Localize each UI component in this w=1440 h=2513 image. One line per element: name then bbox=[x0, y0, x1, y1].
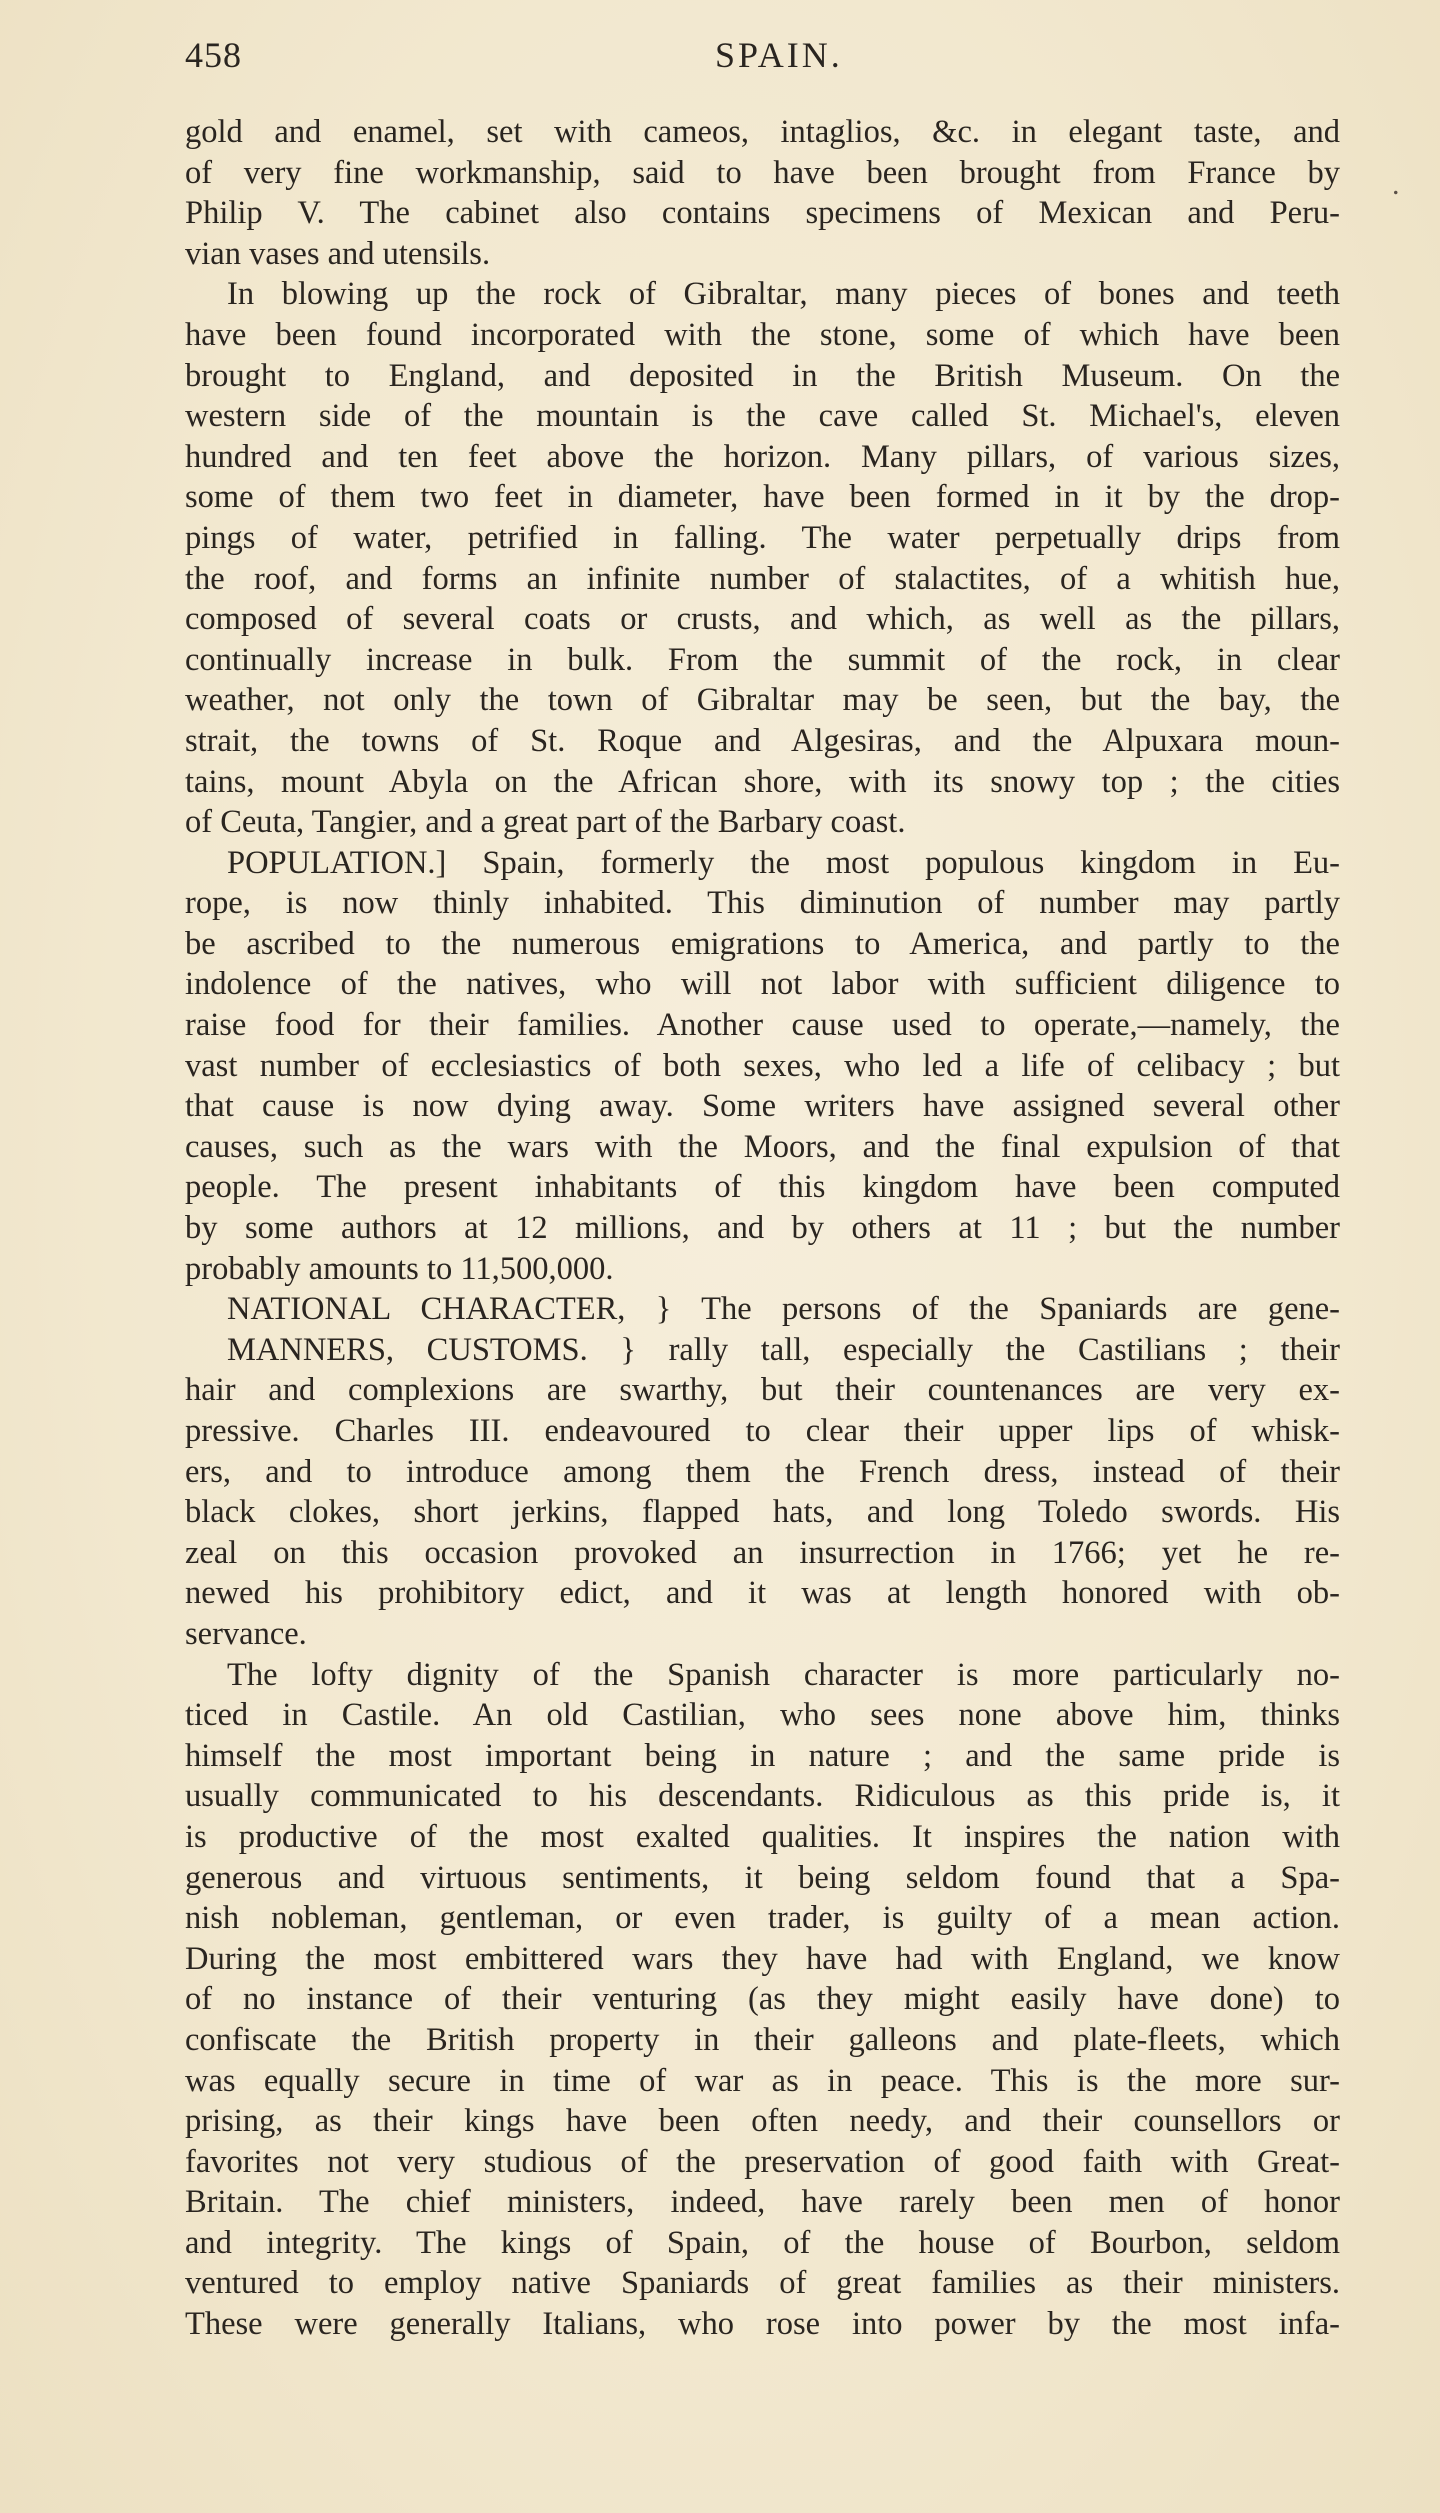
text-line: of very fine workmanship, said to have been brought from France by bbox=[185, 154, 1340, 191]
text-line: causes, such as the wars with the Moors, and the final expulsion of that bbox=[185, 1128, 1340, 1165]
text-line: generous and virtuous sentiments, it being seldom found that a Spa- bbox=[185, 1859, 1340, 1896]
text-line: strait, the towns of St. Roque and Algesiras, and the Alpuxara moun- bbox=[185, 722, 1340, 759]
text-line: confiscate the British property in their galleons and plate-fleets, which bbox=[185, 2021, 1340, 2058]
text-line: black clokes, short jerkins, flapped hats, and long Toledo swords. His bbox=[185, 1494, 1340, 1531]
margin-mark: . bbox=[1392, 168, 1400, 201]
text-line: rope, is now thinly inhabited. This diminution of number may partly bbox=[185, 885, 1340, 922]
text-line: zeal on this occasion provoked an insurrection in 1766; yet he re- bbox=[185, 1534, 1340, 1571]
text-line: vast number of ecclesiastics of both sexes, who led a life of celibacy ; but bbox=[185, 1047, 1340, 1084]
text-line: ticed in Castile. An old Castilian, who sees none above him, thinks bbox=[185, 1697, 1340, 1734]
text-line: weather, not only the town of Gibraltar may be seen, but the bay, the bbox=[185, 682, 1340, 719]
text-line: servance. bbox=[185, 1615, 307, 1652]
text-line: is productive of the most exalted qualities. It inspires the nation with bbox=[185, 1818, 1340, 1855]
page-number: 458 bbox=[185, 35, 242, 75]
text-line: favorites not very studious of the preservation of good faith with Great- bbox=[185, 2143, 1340, 2180]
text-line: probably amounts to 11,500,000. bbox=[185, 1250, 614, 1287]
text-line: western side of the mountain is the cave called St. Michael's, eleven bbox=[185, 398, 1340, 435]
text-line: During the most embittered wars they have had with England, we know bbox=[185, 1940, 1340, 1977]
text-line: nish nobleman, gentleman, or even trader, is guilty of a mean action. bbox=[185, 1900, 1340, 1937]
text-line: people. The present inhabitants of this kingdom have been computed bbox=[185, 1169, 1340, 1206]
text-line: and integrity. The kings of Spain, of the house of Bourbon, seldom bbox=[185, 2224, 1340, 2261]
text-line: some of them two feet in diameter, have been formed in it by the drop- bbox=[185, 479, 1340, 516]
text-line: Philip V. The cabinet also contains specimens of Mexican and Peru- bbox=[185, 195, 1340, 232]
text-line: vian vases and utensils. bbox=[185, 235, 491, 272]
text-line: continually increase in bulk. From the summit of the rock, in clear bbox=[185, 641, 1340, 678]
body-text bbox=[185, 112, 1340, 2345]
text-line: Britain. The chief ministers, indeed, have rarely been men of honor bbox=[185, 2184, 1340, 2221]
text-line: usually communicated to his descendants. Ridiculous as this pride is, it bbox=[185, 1778, 1340, 1815]
text-line: pressive. Charles III. endeavoured to clear their upper lips of whisk- bbox=[185, 1413, 1340, 1449]
text-line: brought to England, and deposited in the British Museum. On the bbox=[185, 357, 1340, 394]
section-heading-national-character: NATIONAL CHARACTER, } The persons of the Spaniards are gene- bbox=[227, 1291, 1340, 1328]
text-line: by some authors at 12 millions, and by others at 11 ; but the number bbox=[185, 1210, 1340, 1247]
text-line: gold and enamel, set with cameos, intaglios, &c. in elegant taste, and bbox=[185, 114, 1340, 150]
text-line: raise food for their families. Another cause used to operate,—namely, the bbox=[185, 1007, 1340, 1044]
text-line: hair and complexions are swarthy, but their countenances are very ex- bbox=[185, 1372, 1340, 1409]
section-heading-manners-customs: MANNERS, CUSTOMS. } rally tall, especially the Castilians ; their bbox=[227, 1331, 1340, 1368]
running-head: SPAIN. bbox=[715, 35, 843, 75]
text-line: hundred and ten feet above the horizon. Many pillars, of various sizes, bbox=[185, 438, 1340, 475]
text-line: that cause is now dying away. Some writers have assigned several other bbox=[185, 1088, 1340, 1125]
text-line: himself the most important being in nature ; and the same pride is bbox=[185, 1737, 1340, 1774]
text-line: of no instance of their venturing (as they might easily have done) to bbox=[185, 1981, 1340, 2018]
text-line: tains, mount Abyla on the African shore, with its snowy top ; the cities bbox=[185, 763, 1340, 800]
text-line: ventured to employ native Spaniards of great families as their ministers. bbox=[185, 2265, 1340, 2302]
text-line: ers, and to introduce among them the French dress, instead of their bbox=[185, 1453, 1340, 1490]
text-line: newed his prohibitory edict, and it was at length honored with ob- bbox=[185, 1575, 1340, 1612]
text-line: prising, as their kings have been often needy, and their counsellors or bbox=[185, 2103, 1340, 2140]
text-line: pings of water, petrified in falling. The water perpetually drips from bbox=[185, 519, 1340, 556]
text-line: the roof, and forms an infinite number of stalactites, of a whitish hue, bbox=[185, 560, 1340, 597]
text-line: These were generally Italians, who rose into power by the most infa- bbox=[185, 2306, 1340, 2343]
text-line: have been found incorporated with the stone, some of which have been bbox=[185, 316, 1340, 353]
text-line: composed of several coats or crusts, and which, as well as the pillars, bbox=[185, 601, 1340, 638]
text-line: indolence of the natives, who will not labor with sufficient diligence to bbox=[185, 966, 1340, 1003]
text-line: In blowing up the rock of Gibraltar, many pieces of bones and teeth bbox=[227, 276, 1340, 313]
text-line: The lofty dignity of the Spanish character is more particularly no- bbox=[227, 1656, 1340, 1693]
text-line: was equally secure in time of war as in peace. This is the more sur- bbox=[185, 2062, 1340, 2099]
text-line: be ascribed to the numerous emigrations to America, and partly to the bbox=[185, 925, 1340, 962]
page-header bbox=[185, 34, 1340, 84]
section-heading-population: POPULATION.] Spain, formerly the most populous kingdom in Eu- bbox=[227, 844, 1340, 881]
text-line: of Ceuta, Tangier, and a great part of the Barbary coast. bbox=[185, 804, 906, 841]
